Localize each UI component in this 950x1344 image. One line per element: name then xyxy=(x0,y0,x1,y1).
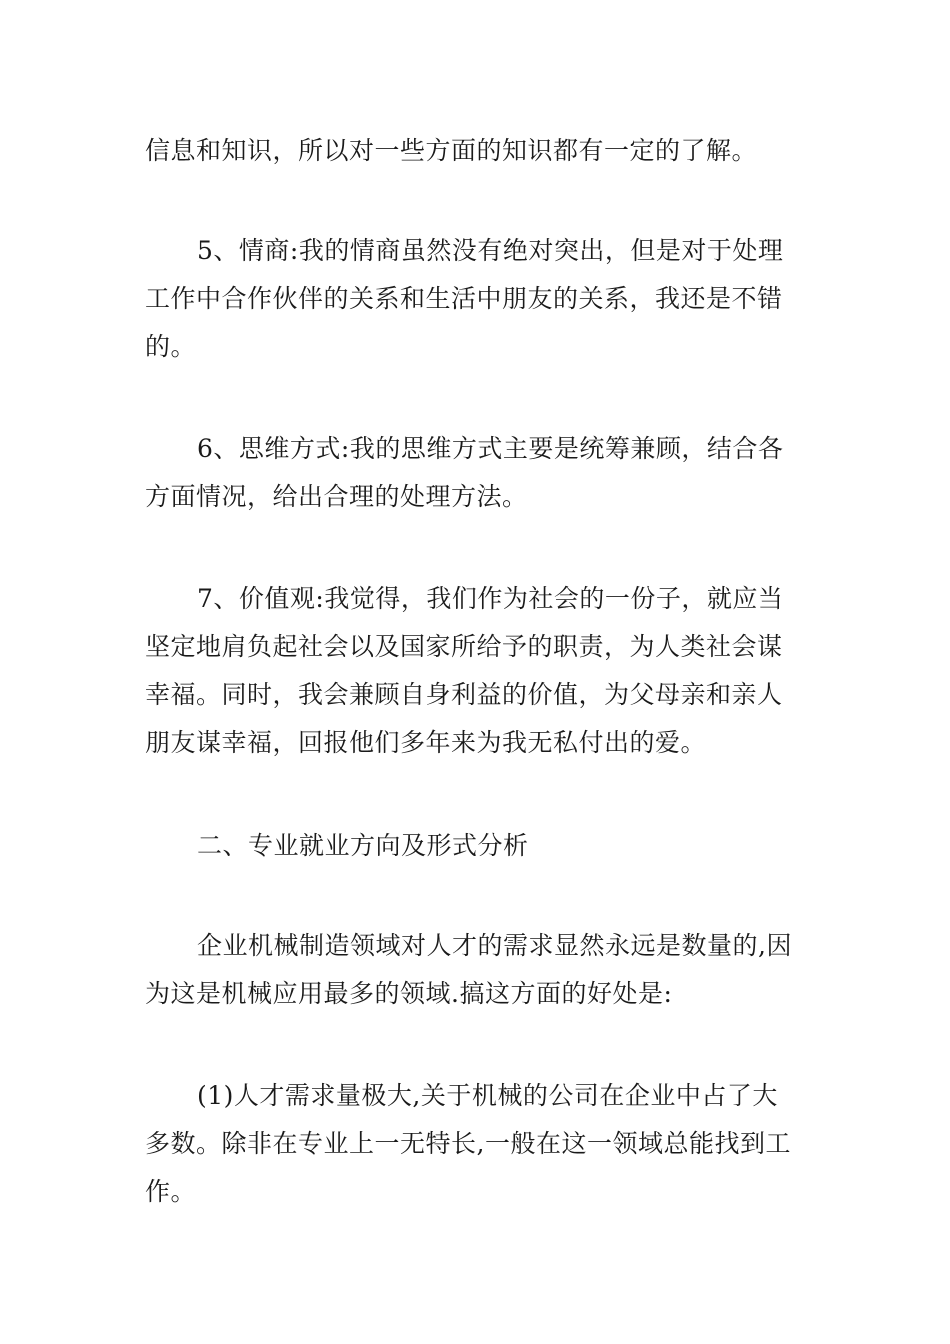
text-line: 为这是机械应用最多的领域.搞这方面的好处是: xyxy=(145,979,673,1008)
paragraph-thinking-style xyxy=(145,425,810,521)
text-line: (1)人才需求量极大,关于机械的公司在企业中占了大 xyxy=(197,1081,778,1110)
text-line: 5、情商:我的情商虽然没有绝对突出，但是对于处理 xyxy=(197,236,784,265)
section-heading xyxy=(145,822,810,870)
text-line: 坚定地肩负起社会以及国家所给予的职责，为人类社会谋 xyxy=(145,632,783,661)
paragraph-knowledge-continuation xyxy=(145,127,810,175)
text-line: 的。 xyxy=(145,332,197,361)
paragraph-emotional-quotient xyxy=(145,227,810,371)
text-line: 信息和知识，所以对一些方面的知识都有一定的了解。 xyxy=(145,136,758,165)
text-line: 企业机械制造领域对人才的需求显然永远是数量的,因 xyxy=(197,931,792,960)
paragraph-advantage-1 xyxy=(145,1072,810,1216)
paragraph-manufacturing-demand xyxy=(145,922,810,1018)
text-line: 工作中合作伙伴的关系和生活中朋友的关系，我还是不错 xyxy=(145,284,783,313)
text-line: 方面情况，给出合理的处理方法。 xyxy=(145,482,528,511)
paragraph-values xyxy=(145,575,810,767)
text-line: 多数。除非在专业上一无特长,一般在这一领域总能找到工 xyxy=(145,1129,791,1158)
text-line: 6、思维方式:我的思维方式主要是统筹兼顾，结合各 xyxy=(197,434,784,463)
heading-text: 二、专业就业方向及形式分析 xyxy=(197,831,529,860)
text-line: 作。 xyxy=(145,1177,197,1206)
text-line: 幸福。同时，我会兼顾自身利益的价值，为父母亲和亲人 xyxy=(145,680,783,709)
text-line: 朋友谋幸福，回报他们多年来为我无私付出的爱。 xyxy=(145,728,707,757)
text-line: 7、价值观:我觉得，我们作为社会的一份子，就应当 xyxy=(197,584,784,613)
